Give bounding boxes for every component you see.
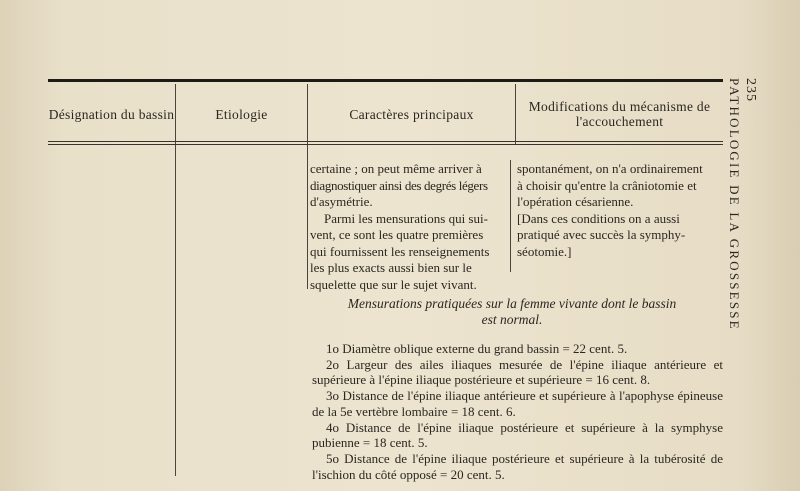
- text-line: vent, ce sont les quatre premières: [310, 227, 484, 242]
- list-item: 2o Largeur des ailes iliaques mesurée de l'épine iliaque antérieure et supérieure à l'épine iliaque postérieure et supérieure = 16 cent. 8.: [312, 356, 723, 388]
- column-divider-1: [175, 84, 176, 476]
- header-label: Modifications du mécanisme de l'accouchement: [528, 99, 711, 129]
- measurements-caption: [312, 296, 712, 328]
- header-label: Etiologie: [215, 106, 268, 122]
- header-etiology: [176, 92, 307, 136]
- text-line: squelette que sur le sujet vivant.: [310, 276, 477, 292]
- text-line: certaine ; on peut même arriver à: [310, 161, 482, 176]
- header-basin-designation: [48, 92, 175, 136]
- table-top-rule: [48, 79, 723, 82]
- text-line: Parmi les mensurations qui sui-: [324, 210, 488, 226]
- header-bottom-rule-double: [48, 144, 723, 145]
- text-line: diagnostiquer ainsi des degrés légers: [310, 177, 488, 193]
- list-item: 5o Distance de l'épine iliaque postérieure et supérieure à la tubérosité de l'ischion du côté opposé = 20 cent. 5.: [312, 450, 723, 482]
- text-line: les plus exacts aussi bien sur le: [310, 260, 472, 275]
- text-line: [Dans ces conditions on a aussi: [517, 210, 680, 226]
- text-line: pratiqué avec succès la symphy-: [517, 227, 686, 242]
- measurements-list: [312, 341, 723, 482]
- header-delivery-modifications: [516, 92, 723, 136]
- text-line: l'opération césarienne.: [517, 194, 634, 209]
- header-label: Désignation du bassin: [48, 106, 175, 122]
- list-item: 4o Distance de l'épine iliaque postérieure et supérieure à la symphyse pubienne = 18 cent. 5.: [312, 419, 723, 451]
- text-line: d'asymétrie.: [310, 194, 373, 209]
- cell-divider-right: [510, 160, 511, 272]
- caption-line: est normal.: [481, 312, 543, 327]
- text-line: spontanément, on n'a ordinairement: [517, 161, 703, 176]
- running-title: PATHOLOGIE DE LA GROSSESSE: [727, 78, 742, 331]
- text-line: séotomie.]: [517, 243, 572, 259]
- header-bottom-rule: [48, 141, 723, 142]
- modifications-text: [517, 161, 725, 260]
- page-number: 235: [743, 78, 758, 102]
- text-line: à choisir qu'entre la crâniotomie et: [517, 177, 697, 193]
- list-item: 3o Distance de l'épine iliaque antérieure et supérieure à l'apophyse épineuse de la 5e vertèbre lombaire = 18 cent. 6.: [312, 388, 723, 419]
- running-head: [727, 78, 758, 478]
- characters-text: [310, 161, 508, 293]
- header-main-characters: [308, 92, 515, 136]
- list-item: 1o Diamètre oblique externe du grand bassin = 22 cent. 5.: [326, 341, 628, 356]
- text-line: qui fournissent les renseignements: [310, 243, 490, 259]
- caption-line: Mensurations pratiquées sur la femme vivante dont le bassin: [347, 296, 677, 311]
- header-label: Caractères principaux: [349, 106, 474, 122]
